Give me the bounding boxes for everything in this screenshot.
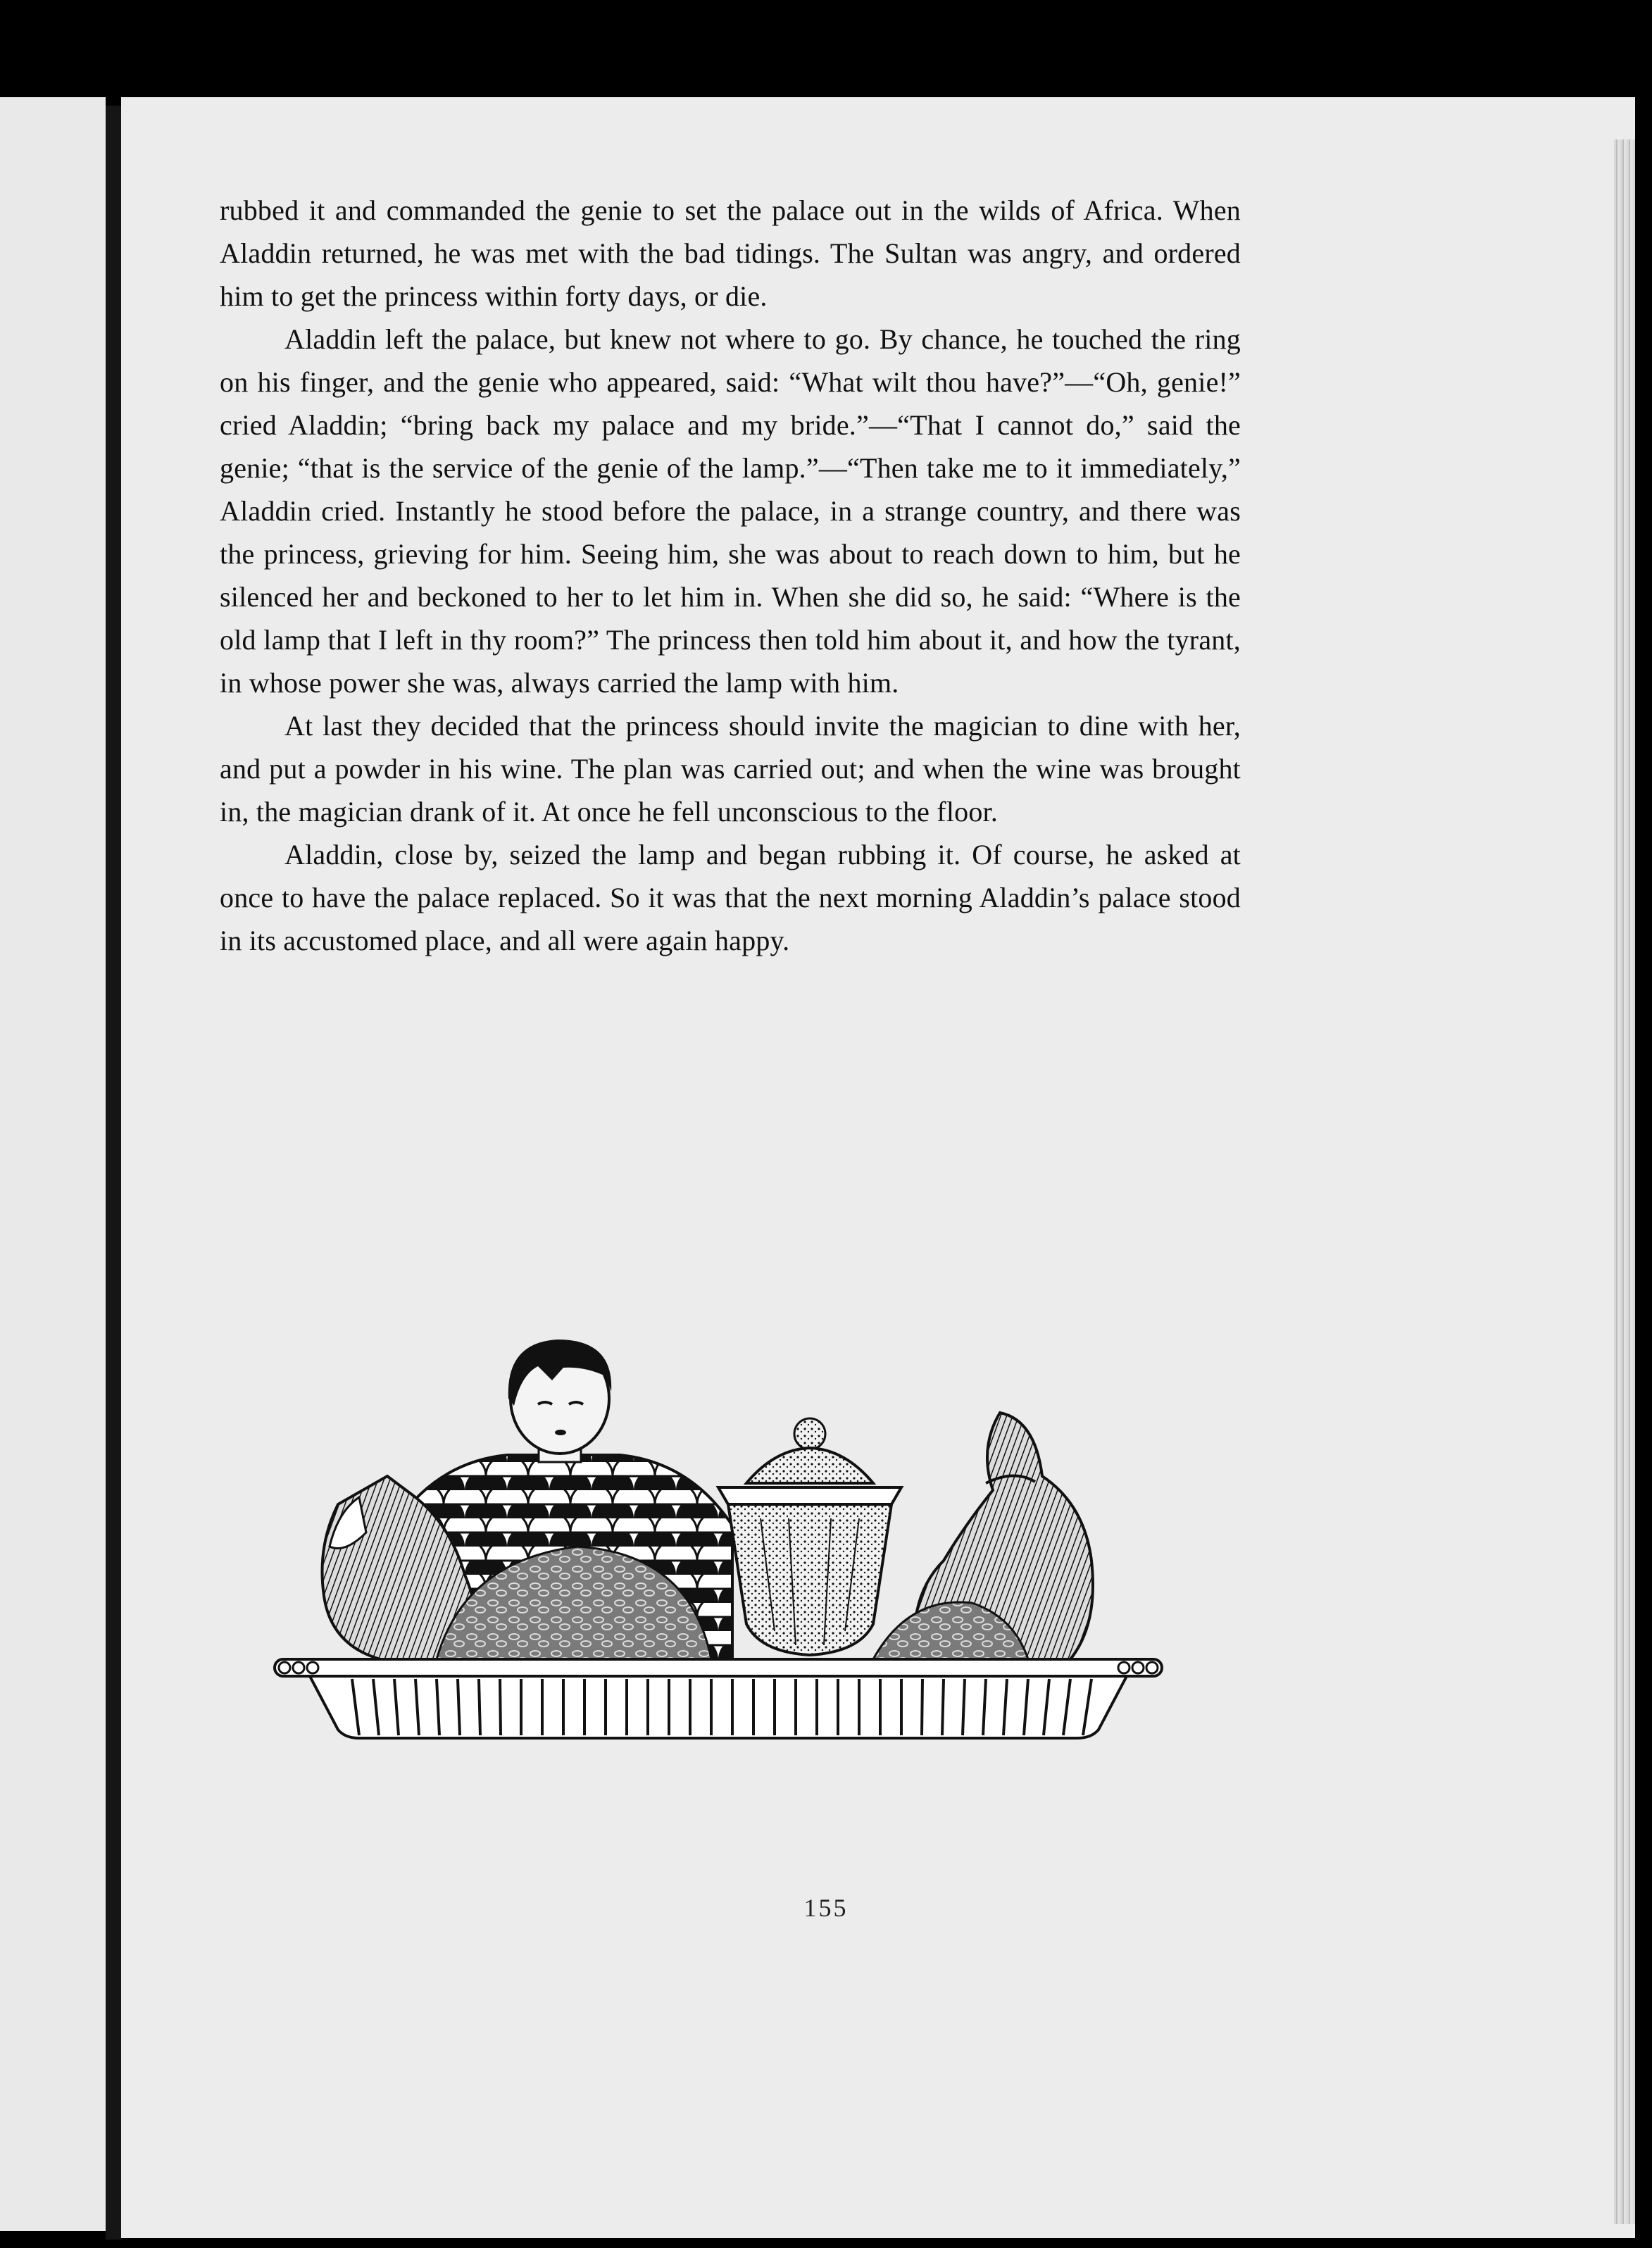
boy-with-treasure-tray-illustration xyxy=(254,1293,1183,1758)
paragraph: rubbed it and commanded the genie to set the palace out in the wilds of Africa. When Aladdin returned, he was met with the bad tidings. The Sultan was angry, and ordered him to get the princess within forty days, or die. xyxy=(220,194,1241,312)
paragraph: Aladdin left the palace, but knew not where to go. By chance, he touched the ring on his finger, and the genie who appeared, said: “What wilt thou have?”—“Oh, genie!” cried Aladdin; “bring back my palace and my bride.”—“That I cannot do,” said the genie; “that is the service of the genie of the lamp.”—“Then take me to it immediately,” Aladdin cried. Instantly he stood before the palace, in a strange country, and there was the princess, grieving for him. Seeing him, she was about to reach down to him, but he silenced her and beckoned to her to let him in. When she did so, he said: “Where is the old lamp that I left in thy room?” The princess then told him about it, and how the tyrant, in whose power she was, always carried the lamp with him. xyxy=(220,323,1241,699)
story-text xyxy=(220,189,1241,962)
page-number: 155 xyxy=(803,1894,849,1922)
paragraph: Aladdin, close by, seized the lamp and began rubbing it. Of course, he asked at once to have the palace replaced. So it was that the next morning Aladdin’s palace stood in its accustomed place, and all were again happy. xyxy=(220,839,1241,956)
paragraph: At last they decided that the princess should invite the magician to dine with her, and put a powder in his wine. The plan was carried out; and when the wine was brought in, the magician drank of it. At once he fell unconscious to the floor. xyxy=(220,710,1241,828)
